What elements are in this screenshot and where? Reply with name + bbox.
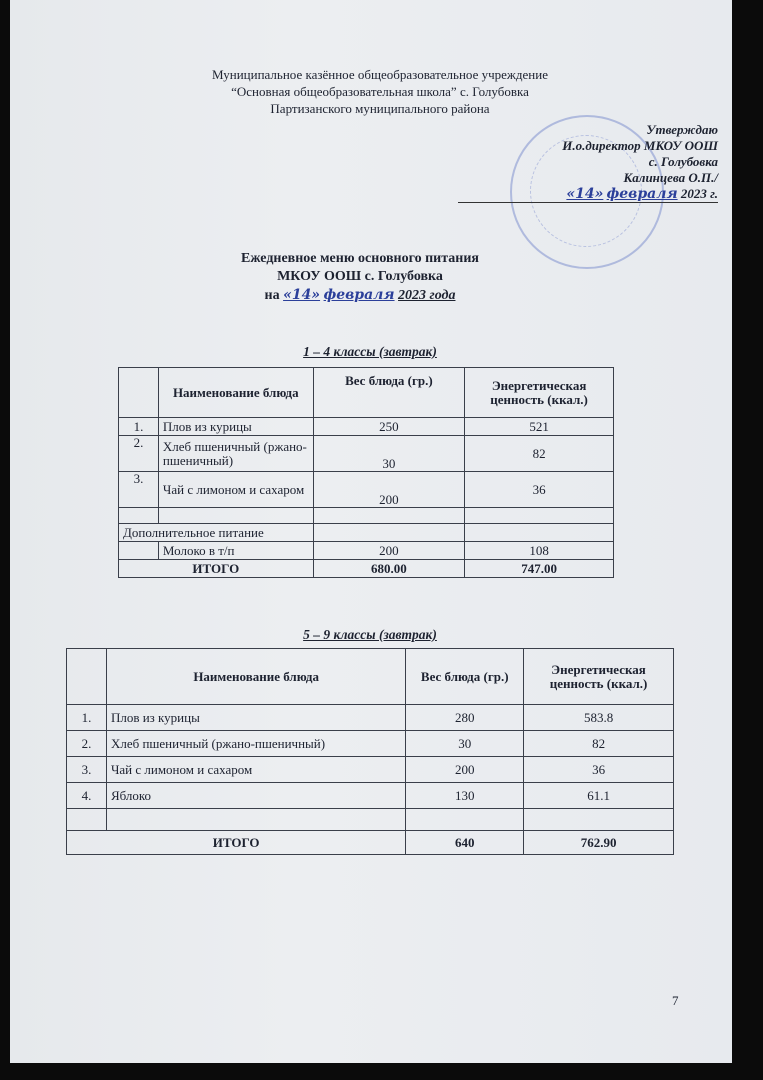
dish-weight: 200: [313, 542, 465, 560]
total-weight: 640: [406, 831, 524, 855]
table1-header-energy: Энергетическая ценность (ккал.): [465, 368, 614, 418]
table-row-empty: [119, 508, 614, 524]
approval-date-month: февраля: [606, 186, 678, 202]
approval-date-day: «14»: [566, 186, 604, 202]
dish-energy: 82: [465, 436, 614, 472]
table2-header-energy: Энергетическая ценность (ккал.): [524, 649, 674, 705]
dish-energy: 36: [524, 757, 674, 783]
dish-name: Чай с лимоном и сахаром: [106, 757, 405, 783]
table1-header-num: [119, 368, 159, 418]
dish-weight: 280: [406, 705, 524, 731]
title-line-2: МКОУ ООШ с. Голубовка: [277, 269, 443, 284]
table-row: [119, 542, 614, 560]
table-row: [119, 436, 614, 472]
table-row: [67, 731, 674, 757]
total-label: ИТОГО: [67, 831, 406, 855]
dish-weight: 30: [313, 436, 465, 472]
total-energy: 747.00: [465, 560, 614, 578]
table1-header-name: Наименование блюда: [158, 368, 313, 418]
table2-header-num: [67, 649, 107, 705]
dish-energy: 36: [465, 472, 614, 508]
table1-caption-text: 1 – 4 классы (завтрак): [303, 344, 437, 359]
dish-name: Хлеб пшеничный (ржано-пшеничный): [106, 731, 405, 757]
dish-name: Плов из курицы: [106, 705, 405, 731]
total-energy: 762.90: [524, 831, 674, 855]
dish-weight: 130: [406, 783, 524, 809]
menu-table-grades-5-9: [66, 648, 674, 855]
title-date-month: февраля: [323, 287, 395, 303]
table-row: [67, 705, 674, 731]
header-line-3: Партизанского муниципального района: [270, 101, 490, 116]
approval-line-2: И.о.директор МКОУ ООШ: [562, 138, 718, 153]
table2-header-weight: Вес блюда (гр.): [406, 649, 524, 705]
table-row-extra-label: [119, 524, 614, 542]
title-date-line: [150, 286, 570, 305]
table-row: [119, 418, 614, 436]
dish-name: Хлеб пшеничный (ржано-пшеничный): [158, 436, 313, 472]
header-line-2: “Основная общеобразовательная школа” с. Голубовка: [231, 84, 529, 99]
table1-caption: [200, 343, 540, 361]
dish-name: Молоко в т/п: [158, 542, 313, 560]
table2-header-name: Наименование блюда: [106, 649, 405, 705]
row-number: 2.: [119, 436, 159, 472]
dish-energy: 82: [524, 731, 674, 757]
dish-name: Яблоко: [106, 783, 405, 809]
menu-table-grades-1-4: [118, 367, 614, 578]
approval-line-4: Калинцева О.П./: [623, 170, 718, 185]
header-line-1: Муниципальное казённое общеобразовательное учреждение: [212, 67, 548, 82]
row-number: 2.: [67, 731, 107, 757]
dish-weight: 200: [313, 472, 465, 508]
table-total-row: [119, 560, 614, 578]
table-total-row: [67, 831, 674, 855]
title-date-year: 2023 года: [398, 288, 456, 303]
row-number: 4.: [67, 783, 107, 809]
dish-energy: 108: [465, 542, 614, 560]
title-date-day: «14»: [283, 287, 321, 303]
page-number: 7: [672, 993, 679, 1008]
total-label: ИТОГО: [119, 560, 314, 578]
total-weight: 680.00: [313, 560, 465, 578]
row-number: 1.: [119, 418, 159, 436]
table-row: [119, 472, 614, 508]
dish-energy: 61.1: [524, 783, 674, 809]
approval-line-3: с. Голубовка: [648, 154, 718, 169]
extra-label: Дополнительное питание: [119, 524, 314, 542]
approval-date-year: 2023 г.: [680, 186, 718, 201]
approval-block: [458, 122, 718, 203]
table2-caption: [200, 626, 540, 644]
menu-title: [150, 250, 570, 305]
school-header: [110, 66, 650, 117]
table-row: [67, 757, 674, 783]
table1-header-weight: Вес блюда (гр.): [313, 368, 465, 418]
title-line-1: Ежедневное меню основного питания: [240, 251, 479, 266]
row-number: 3.: [119, 472, 159, 508]
table-row-empty: [67, 809, 674, 831]
row-number: 1.: [67, 705, 107, 731]
dish-name: Чай с лимоном и сахаром: [158, 472, 313, 508]
dish-name: Плов из курицы: [158, 418, 313, 436]
dish-weight: 250: [313, 418, 465, 436]
table2-caption-text: 5 – 9 классы (завтрак): [303, 627, 437, 642]
dish-energy: 583.8: [524, 705, 674, 731]
title-date-prefix: на: [264, 288, 280, 303]
dish-energy: 521: [465, 418, 614, 436]
table-row: [67, 783, 674, 809]
row-number: 3.: [67, 757, 107, 783]
approval-line-1: Утверждаю: [646, 122, 718, 137]
dish-weight: 30: [406, 731, 524, 757]
dish-weight: 200: [406, 757, 524, 783]
